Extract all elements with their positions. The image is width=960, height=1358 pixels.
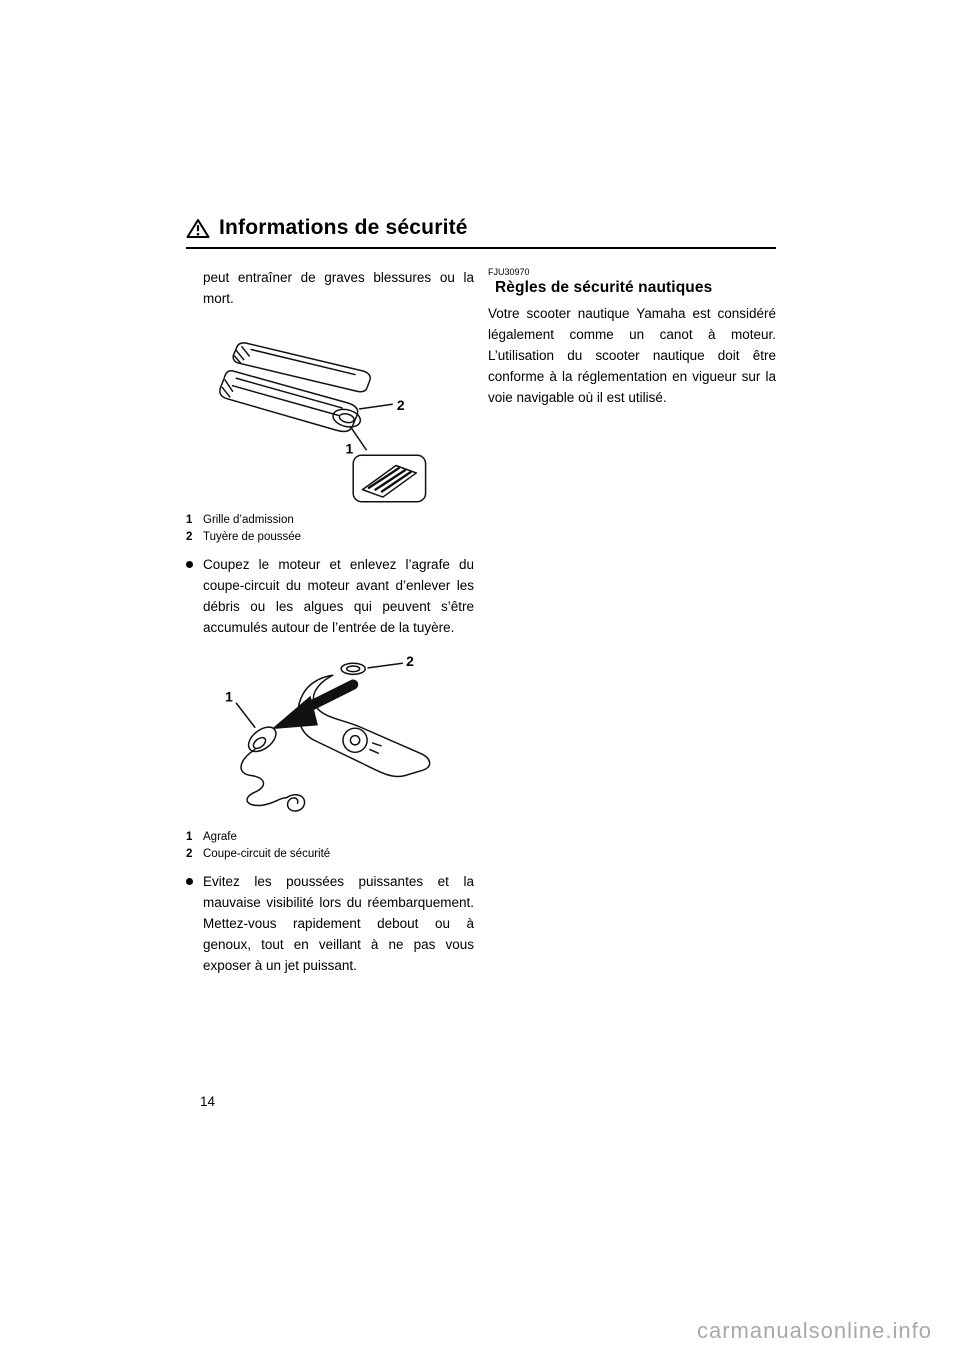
figure2-label-1: 1 [225,688,233,705]
figure1-label-2: 2 [396,396,405,413]
caption-text: Grille d’admission [203,514,294,526]
caption-text: Coupe-circuit de sécurité [203,848,331,860]
jet-intake-linework [220,343,426,502]
section-code: FJU30970 [488,267,530,277]
page-number: 14 [200,1094,216,1109]
caption-text: Tuyère de poussée [203,531,302,543]
caption-line [186,529,474,546]
figure1-caption [186,512,474,546]
figure2-label-2: 2 [406,653,414,670]
page-header [186,216,776,249]
caption-line [186,512,474,529]
section-heading: Règles de sécurité nautiques [495,279,713,296]
bullet-text: Coupez le moteur et enlevez l’agrafe du coupe-circuit du moteur avant d’enlever les débris ou les algues qui peuvent s’être accumulés autour de l’entrée de la tuyère. [203,557,474,635]
two-column-layout [186,267,776,976]
right-column [488,267,776,976]
lanyard-clip-illustration [214,651,446,823]
figure-lanyard-clip-drawing [186,651,474,823]
figure1-label-1: 1 [345,440,354,457]
jet-intake-illustration [214,322,446,506]
bullet-item [186,554,474,638]
figure2-caption [186,829,474,863]
manual-page [186,216,776,976]
warning-triangle-icon [186,218,210,239]
lanyard-linework [236,663,429,811]
caption-number: 1 [186,514,193,526]
page-title: Informations de sécurité [219,216,468,239]
caption-line [186,846,474,863]
bullet-icon [186,878,193,885]
caption-line [186,829,474,846]
intro-paragraph: peut entraîner de graves blessures ou la mort. [203,270,474,306]
bullet-item [186,871,474,976]
caption-number: 2 [186,531,193,543]
left-column [186,267,474,976]
bullet-icon [186,561,193,568]
figure-jet-intake-drawing [186,322,474,506]
caption-text: Agrafe [203,831,237,843]
caption-number: 1 [186,831,193,843]
caption-number: 2 [186,848,193,860]
bullet-text: Evitez les poussées puissantes et la mauvaise visibilité lors du réembarquement. Mettez-vous rapidement debout ou à genoux, tout en veillant à ne pas vous exposer à un jet puissant. [203,874,474,973]
watermark-text: carmanualsonline.info [696,1318,932,1343]
section-body: Votre scooter nautique Yamaha est considéré légalement comme un canot à moteur. L’utilisation du scooter nautique doit être conforme à la réglementation en vigueur sur la voie navigable où il est utilisé. [488,306,776,405]
